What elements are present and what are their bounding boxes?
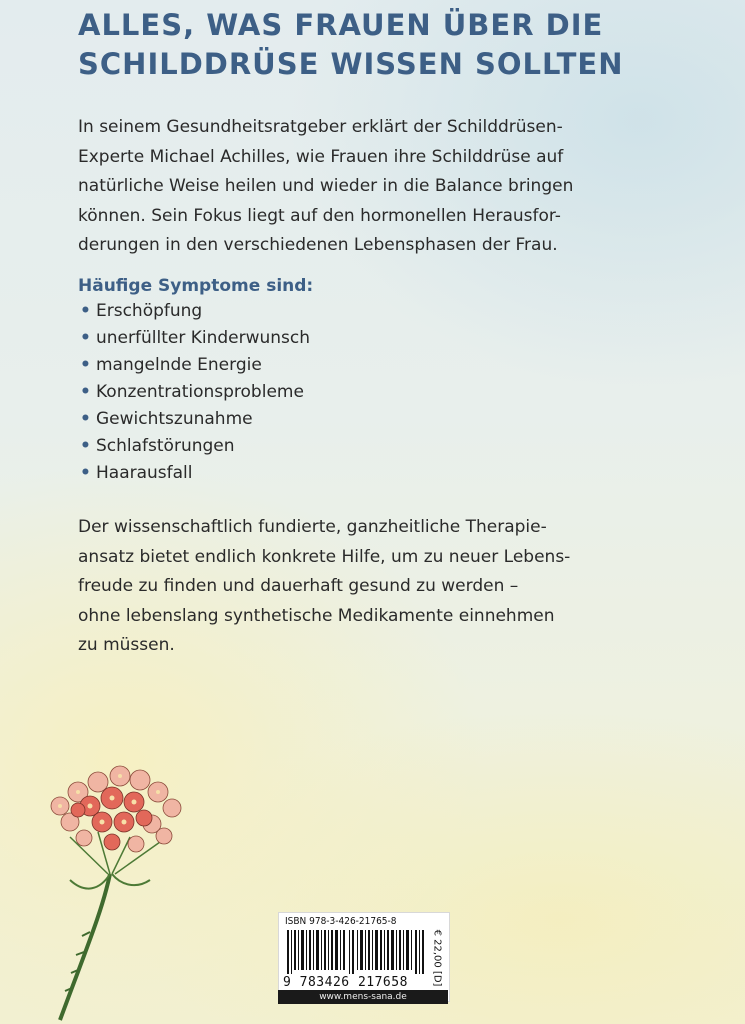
intro-line: In seinem Gesundheitsratgeber erklärt der Schilddrüsen- [78, 117, 563, 137]
bullet-icon: • [80, 382, 91, 402]
symptom-item [78, 460, 310, 487]
symptom-item [78, 433, 310, 460]
intro-line: derungen in den verschiedenen Lebensphasen der Frau. [78, 235, 558, 255]
symptom-label: Schlafstörungen [96, 436, 235, 456]
symptom-item [78, 352, 310, 379]
price-label [429, 927, 445, 989]
outro-paragraph [78, 513, 678, 661]
symptoms-list [78, 298, 310, 487]
outro-line: zu müssen. [78, 635, 175, 655]
headline [78, 6, 718, 84]
symptom-item [78, 406, 310, 433]
symptom-label: Konzentrationsprobleme [96, 382, 304, 402]
isbn-text: ISBN 978-3-426-21765-8 [285, 916, 397, 927]
symptom-label: Erschöpfung [96, 301, 203, 321]
headline-line-2: SCHILDDRÜSE WISSEN SOLLTEN [78, 47, 624, 81]
bullet-icon: • [80, 463, 91, 483]
bullet-icon: • [80, 355, 91, 375]
barcode-digits: 9 783426 217658 [283, 975, 408, 990]
outro-line: ansatz bietet endlich konkrete Hilfe, um zu neuer Lebens- [78, 546, 571, 567]
symptoms-heading: Häufige Symptome sind: [78, 276, 314, 296]
bullet-icon: • [80, 436, 91, 456]
symptom-label: Gewichtszunahme [96, 409, 253, 429]
intro-paragraph [78, 113, 678, 261]
barcode-icon [287, 930, 425, 974]
symptom-item [78, 325, 310, 352]
symptom-label: Haarausfall [96, 463, 193, 483]
barcode-label [278, 912, 450, 1002]
bullet-icon: • [80, 328, 91, 348]
symptom-label: mangelnde Energie [96, 355, 262, 375]
symptom-item [78, 379, 310, 406]
bullet-icon: • [80, 409, 91, 429]
intro-line: natürliche Weise heilen und wieder in die Balance bringen [78, 176, 574, 196]
outro-line: freude zu finden und dauerhaft gesund zu werden – [78, 576, 519, 596]
bullet-icon: • [80, 301, 91, 321]
outro-line: ohne lebenslang synthetische Medikamente einnehmen [78, 605, 555, 626]
symptom-item [78, 298, 310, 325]
symptom-label: unerfüllter Kinderwunsch [96, 328, 311, 348]
price-text: € 22,00 [D] [431, 929, 443, 987]
intro-line: Experte Michael Achilles, wie Frauen ihre Schilddrüse auf [78, 146, 564, 167]
outro-line: Der wissenschaftlich fundierte, ganzheitliche Therapie- [78, 517, 547, 537]
flower-illustration [40, 762, 210, 1024]
website-link[interactable]: www.mens-sana.de [278, 990, 448, 1004]
intro-line: können. Sein Fokus liegt auf den hormonellen Herausfor- [78, 205, 561, 226]
headline-line-1: ALLES, WAS FRAUEN ÜBER DIE [78, 8, 604, 42]
